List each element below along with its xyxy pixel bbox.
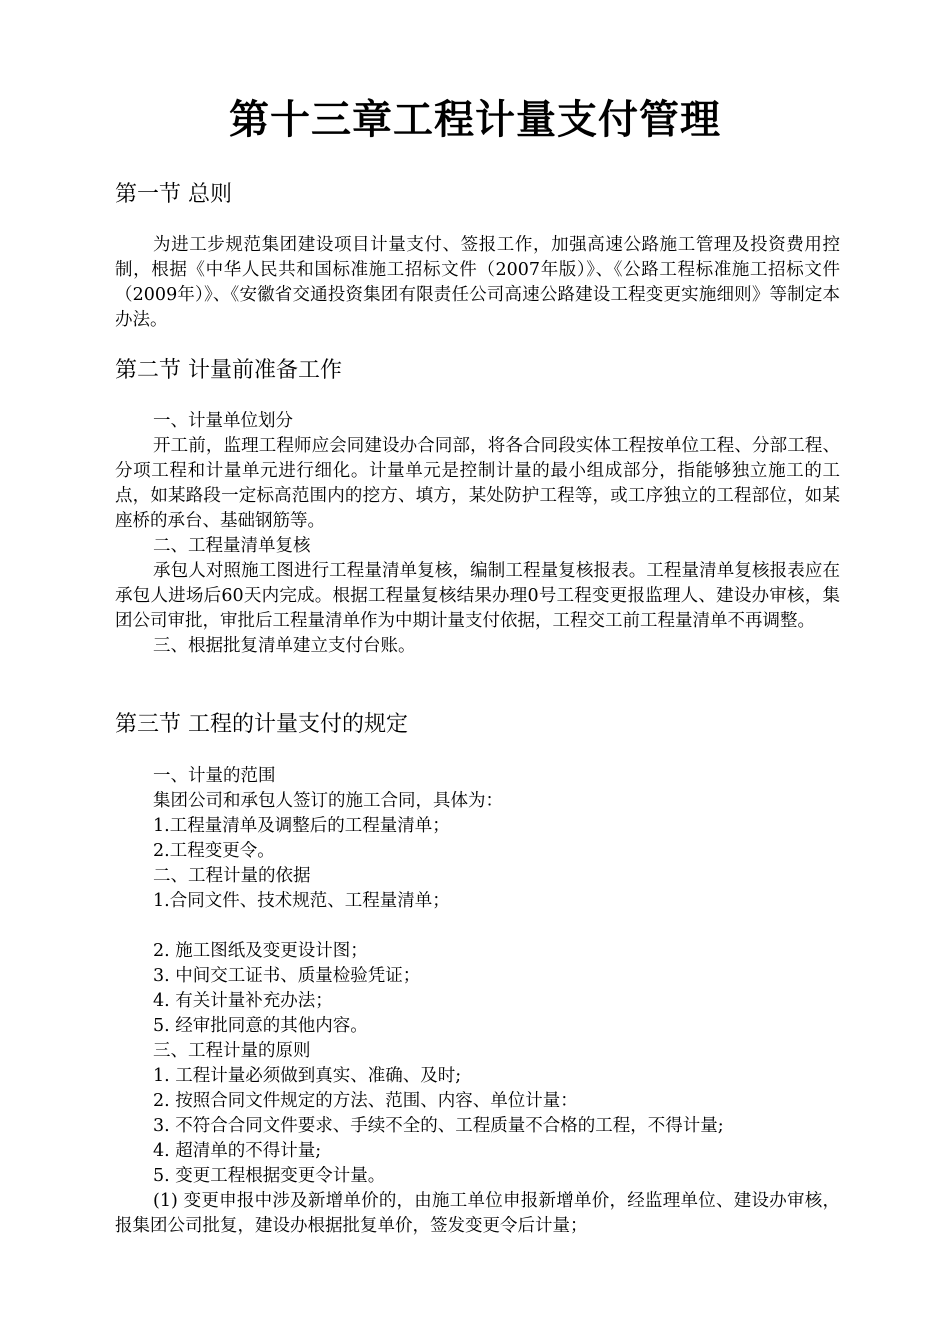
list-item: 1.工程量清单及调整后的工程量清单； (153, 816, 450, 836)
section-general-body (115, 233, 840, 333)
paragraph: (1) 变更申报中涉及新增单价的，由施工单位申报新增单价，经监理单位、建设办审核，报集团公司批复，建设办根据批复单价，签发变更令后计量； (115, 1191, 840, 1236)
item-title: 三、根据批复清单建立支付台账。 (153, 636, 416, 656)
list-item: 2.工程变更令。 (153, 841, 275, 861)
list-item: 3. 不符合合同文件要求、手续不全的、工程质量不合格的工程，不得计量; (153, 1116, 724, 1136)
list-item: 1. 工程计量必须做到真实、准确、及时; (153, 1066, 462, 1086)
section-heading-general: 第一节 总则 (115, 182, 232, 207)
paragraph: 开工前，监理工程师应会同建设办合同部，将各合同段实体工程按单位工程、分部工程、分项工程和计量单元进行细化。计量单元是控制计量的最小组成部分，指能够独立施工的工点，如某路段一定标高范围内的挖方、填方，某处防护工程等，或工序独立的工程部位，如某座桥的承台、基础钢筋等。 (115, 436, 840, 531)
list-item: 3. 中间交工证书、质量检验凭证； (153, 966, 421, 986)
blank-line (115, 914, 840, 939)
item-title: 一、计量单位划分 (153, 411, 293, 431)
page-title: 第十三章工程计量支付管理 (229, 97, 721, 143)
list-item: 2. 施工图纸及变更设计图； (153, 941, 368, 961)
item-title: 三、工程计量的原则 (153, 1041, 311, 1061)
paragraph: 承包人对照施工图进行工程量清单复核，编制工程量复核报表。工程量清单复核报表应在承包人进场后60天内完成。根据工程量复核结果办理0号工程变更报监理人、建设办审核，集团公司审批，审批后工程量清单作为中期计量支付依据，工程交工前工程量清单不再调整。 (115, 561, 840, 631)
section-rules-body (115, 764, 840, 1239)
list-item: 1.合同文件、技术规范、工程量清单； (153, 891, 450, 911)
list-item: 2. 按照合同文件规定的方法、范围、内容、单位计量： (153, 1091, 578, 1111)
list-item: 4. 超清单的不得计量; (153, 1141, 322, 1161)
item-title: 一、计量的范围 (153, 766, 276, 786)
paragraph: 为进工步规范集团建设项目计量支付、签报工作，加强高速公路施工管理及投资费用控制，根据《中华人民共和国标准施工招标文件（2007年版）》、《公路工程标准施工招标文件（2009年）》、《安徽省交通投资集团有限责任公司高速公路建设工程变更实施细则》等制定本办法。 (115, 235, 840, 330)
list-item: 5. 经审批同意的其他内容。 (153, 1016, 368, 1036)
paragraph: 集团公司和承包人签订的施工合同，具体为： (153, 791, 503, 811)
section-preparation-body (115, 409, 840, 659)
section-heading-rules: 第三节 工程的计量支付的规定 (115, 712, 408, 737)
list-item: 4. 有关计量补充办法； (153, 991, 333, 1011)
list-item: 5. 变更工程根据变更令计量。 (153, 1166, 386, 1186)
item-title: 二、工程量清单复核 (153, 536, 311, 556)
item-title: 二、工程计量的依据 (153, 866, 311, 886)
section-heading-preparation: 第二节 计量前准备工作 (115, 358, 342, 383)
